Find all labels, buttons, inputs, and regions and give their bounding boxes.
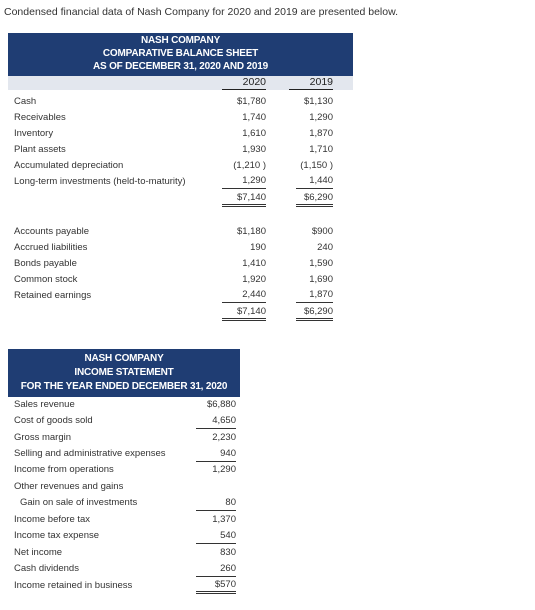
value-2019: 240: [317, 242, 333, 253]
row-value: 1,290: [212, 464, 236, 475]
row-label: Income tax expense: [14, 530, 100, 541]
value-2019: $900: [311, 226, 333, 237]
value-2019: 1,870: [296, 288, 333, 303]
total-row: [0, 191, 535, 206]
row-label: Sales revenue: [14, 399, 75, 410]
row-value: 260: [196, 561, 236, 577]
table-row: [0, 174, 535, 189]
row-label: Gain on sale of investments: [20, 497, 138, 508]
row-label: Inventory: [14, 128, 54, 139]
row-label: Gross margin: [14, 432, 72, 443]
value-2020: $1,180: [236, 226, 266, 237]
row-label: Cost of goods sold: [14, 415, 93, 426]
row-value: $6,880: [206, 399, 236, 410]
total-assets-2019: $6,290: [296, 191, 333, 207]
value-2020: 2,440: [222, 288, 266, 303]
row-label: Accumulated depreciation: [14, 160, 124, 171]
row-label: Bonds payable: [14, 258, 77, 269]
value-2020: 1,410: [242, 258, 266, 269]
value-2020: $1,780: [236, 96, 266, 107]
total-row: [0, 578, 260, 594]
income-statement-period: FOR THE YEAR ENDED DECEMBER 31, 2020: [20, 381, 228, 392]
value-2020: 1,610: [242, 128, 266, 139]
row-value: 80: [196, 495, 236, 511]
column-header-row: [8, 76, 353, 90]
intro-text: Condensed financial data of Nash Company for 2020 and 2019 are presented below.: [4, 6, 399, 18]
table-row: [0, 158, 535, 173]
row-label: Net income: [14, 547, 63, 558]
table-row: [0, 126, 535, 141]
table-row: [0, 413, 260, 429]
table-row: [0, 561, 260, 577]
total-assets-2020: $7,140: [222, 191, 266, 207]
total-liabilities-equity-2019: $6,290: [296, 305, 333, 321]
table-row: [0, 224, 535, 239]
total-row: [0, 305, 535, 320]
row-value: $570: [196, 578, 236, 594]
table-row: [0, 462, 260, 478]
row-label: Income before tax: [14, 514, 91, 525]
table-row: [0, 240, 535, 255]
table-row: [0, 142, 535, 157]
balance-sheet-header: [8, 33, 353, 76]
row-label: Income retained in business: [14, 580, 133, 591]
row-label: Long-term investments (held-to-maturity): [14, 176, 186, 187]
total-liabilities-equity-2020: $7,140: [222, 305, 266, 321]
row-label: Receivables: [14, 112, 66, 123]
value-2019: 1,440: [296, 174, 333, 189]
value-2019: (1,150 ): [300, 160, 333, 171]
row-label: Other revenues and gains: [14, 481, 124, 492]
table-row: [0, 397, 260, 413]
value-2020: 1,740: [242, 112, 266, 123]
row-value: 1,370: [212, 514, 236, 525]
table-row: [0, 545, 260, 561]
value-2019: 1,290: [309, 112, 333, 123]
row-label: Accrued liabilities: [14, 242, 88, 253]
income-statement-title: INCOME STATEMENT: [74, 367, 174, 378]
table-row: [0, 528, 260, 544]
row-label: Income from operations: [14, 464, 114, 475]
table-row: [0, 288, 535, 303]
table-row: [0, 512, 260, 528]
table-row: [0, 256, 535, 271]
row-label: Retained earnings: [14, 290, 92, 301]
table-row: [0, 94, 535, 109]
value-2020: 1,930: [242, 144, 266, 155]
value-2019: 1,690: [309, 274, 333, 285]
table-row: [0, 110, 535, 125]
value-2019: $1,130: [303, 96, 333, 107]
row-value: 4,650: [196, 413, 236, 429]
column-header-2020: 2020: [222, 76, 266, 90]
value-2019: 1,710: [309, 144, 333, 155]
row-value: 2,230: [212, 432, 236, 443]
value-2019: 1,870: [309, 128, 333, 139]
value-2020: 1,290: [222, 174, 266, 189]
value-2019: 1,590: [309, 258, 333, 269]
table-row: [0, 495, 260, 511]
value-2020: 1,920: [242, 274, 266, 285]
row-label: Accounts payable: [14, 226, 89, 237]
value-2020: (1,210 ): [233, 160, 266, 171]
value-2020: 190: [250, 242, 266, 253]
row-value: 540: [196, 528, 236, 544]
table-row: [0, 446, 260, 462]
balance-sheet-title: COMPARATIVE BALANCE SHEET: [102, 48, 259, 59]
row-label: Plant assets: [14, 144, 66, 155]
row-label: Common stock: [14, 274, 78, 285]
row-label: Selling and administrative expenses: [14, 448, 166, 459]
income-statement-header: [8, 349, 240, 397]
balance-sheet-date: AS OF DECEMBER 31, 2020 AND 2019: [93, 61, 268, 72]
column-header-2019: 2019: [289, 76, 333, 90]
income-statement-company: NASH COMPANY: [84, 353, 164, 364]
table-row: [0, 272, 535, 287]
row-value: 940: [196, 446, 236, 462]
row-label: Cash dividends: [14, 563, 79, 574]
balance-sheet-company: NASH COMPANY: [140, 35, 221, 46]
row-value: 830: [220, 547, 236, 558]
row-label: Cash: [14, 96, 37, 107]
table-row: [0, 430, 260, 446]
table-row: [0, 479, 260, 495]
